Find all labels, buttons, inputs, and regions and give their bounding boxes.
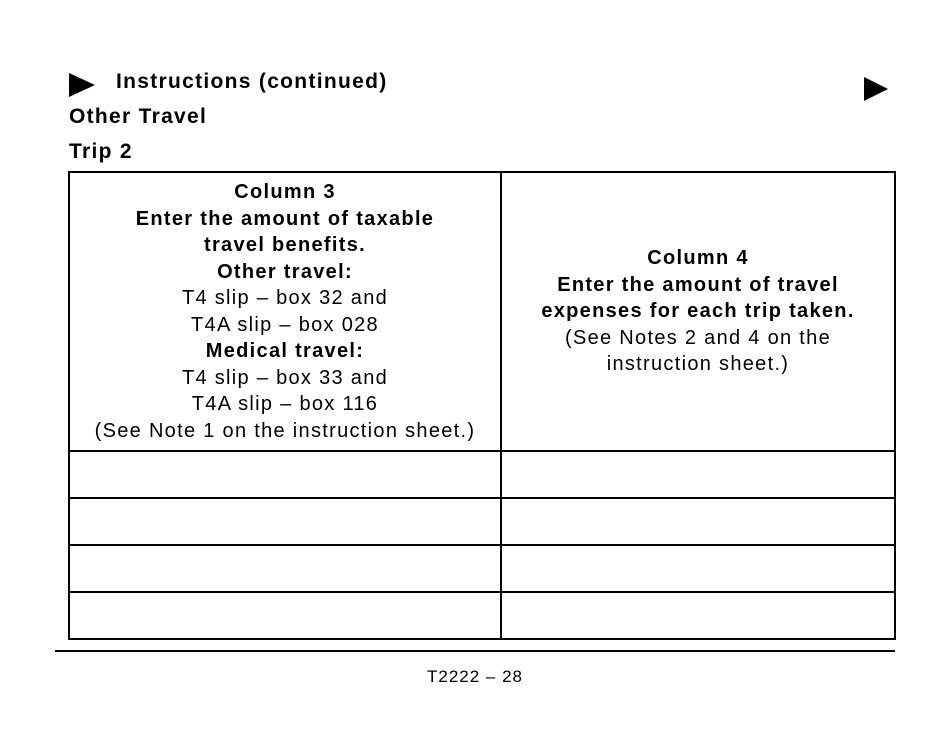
medical-travel-t4-box: T4 slip – box 33 and bbox=[181, 366, 389, 389]
page-number: T2222 – 28 bbox=[426, 667, 523, 686]
column-3-header bbox=[69, 172, 501, 451]
column-3-amount-field[interactable] bbox=[69, 592, 501, 639]
column-4-header bbox=[501, 172, 895, 451]
column-4-amount-field[interactable] bbox=[501, 451, 895, 498]
medical-travel-label: Medical travel: bbox=[205, 340, 365, 362]
column-3-amount-field[interactable] bbox=[69, 451, 501, 498]
table-header-row bbox=[69, 172, 895, 451]
other-travel-t4-box: T4 slip – box 32 and bbox=[181, 287, 389, 309]
table-row bbox=[69, 451, 895, 498]
next-page-arrow-icon[interactable] bbox=[864, 77, 888, 101]
column-4-note-line-1: (See Notes 2 and 4 on the bbox=[565, 326, 831, 349]
travel-table bbox=[68, 171, 896, 640]
column-3-heading: Column 3 bbox=[234, 181, 336, 203]
other-travel-t4a-box: T4A slip – box 028 bbox=[191, 313, 379, 336]
column-3-instruction-line-2: travel benefits. bbox=[204, 234, 366, 256]
column-3-instruction-line-1: Enter the amount of taxable bbox=[135, 207, 435, 230]
column-4-note-line-2: instruction sheet.) bbox=[606, 353, 790, 376]
table-row bbox=[69, 545, 895, 592]
other-travel-label: Other travel: bbox=[217, 260, 353, 283]
column-3-amount-field[interactable] bbox=[69, 498, 501, 545]
column-4-amount-field[interactable] bbox=[501, 592, 895, 639]
footer-divider bbox=[55, 650, 895, 652]
column-4-instruction-line-1: Enter the amount of travel bbox=[557, 273, 839, 296]
column-4-heading: Column 4 bbox=[647, 247, 749, 270]
section-title: Other Travel bbox=[69, 105, 208, 128]
table-row bbox=[69, 498, 895, 545]
column-4-amount-field[interactable] bbox=[501, 498, 895, 545]
trip-title: Trip 2 bbox=[69, 140, 133, 163]
continued-arrow-icon bbox=[69, 73, 95, 97]
column-3-note: (See Note 1 on the instruction sheet.) bbox=[94, 419, 476, 442]
column-4-instruction-line-2: expenses for each trip taken. bbox=[541, 300, 855, 323]
column-3-amount-field[interactable] bbox=[69, 545, 501, 592]
table-row bbox=[69, 592, 895, 639]
medical-travel-t4a-box: T4A slip – box 116 bbox=[191, 393, 379, 415]
column-4-amount-field[interactable] bbox=[501, 545, 895, 592]
page-title: Instructions (continued) bbox=[116, 70, 388, 93]
